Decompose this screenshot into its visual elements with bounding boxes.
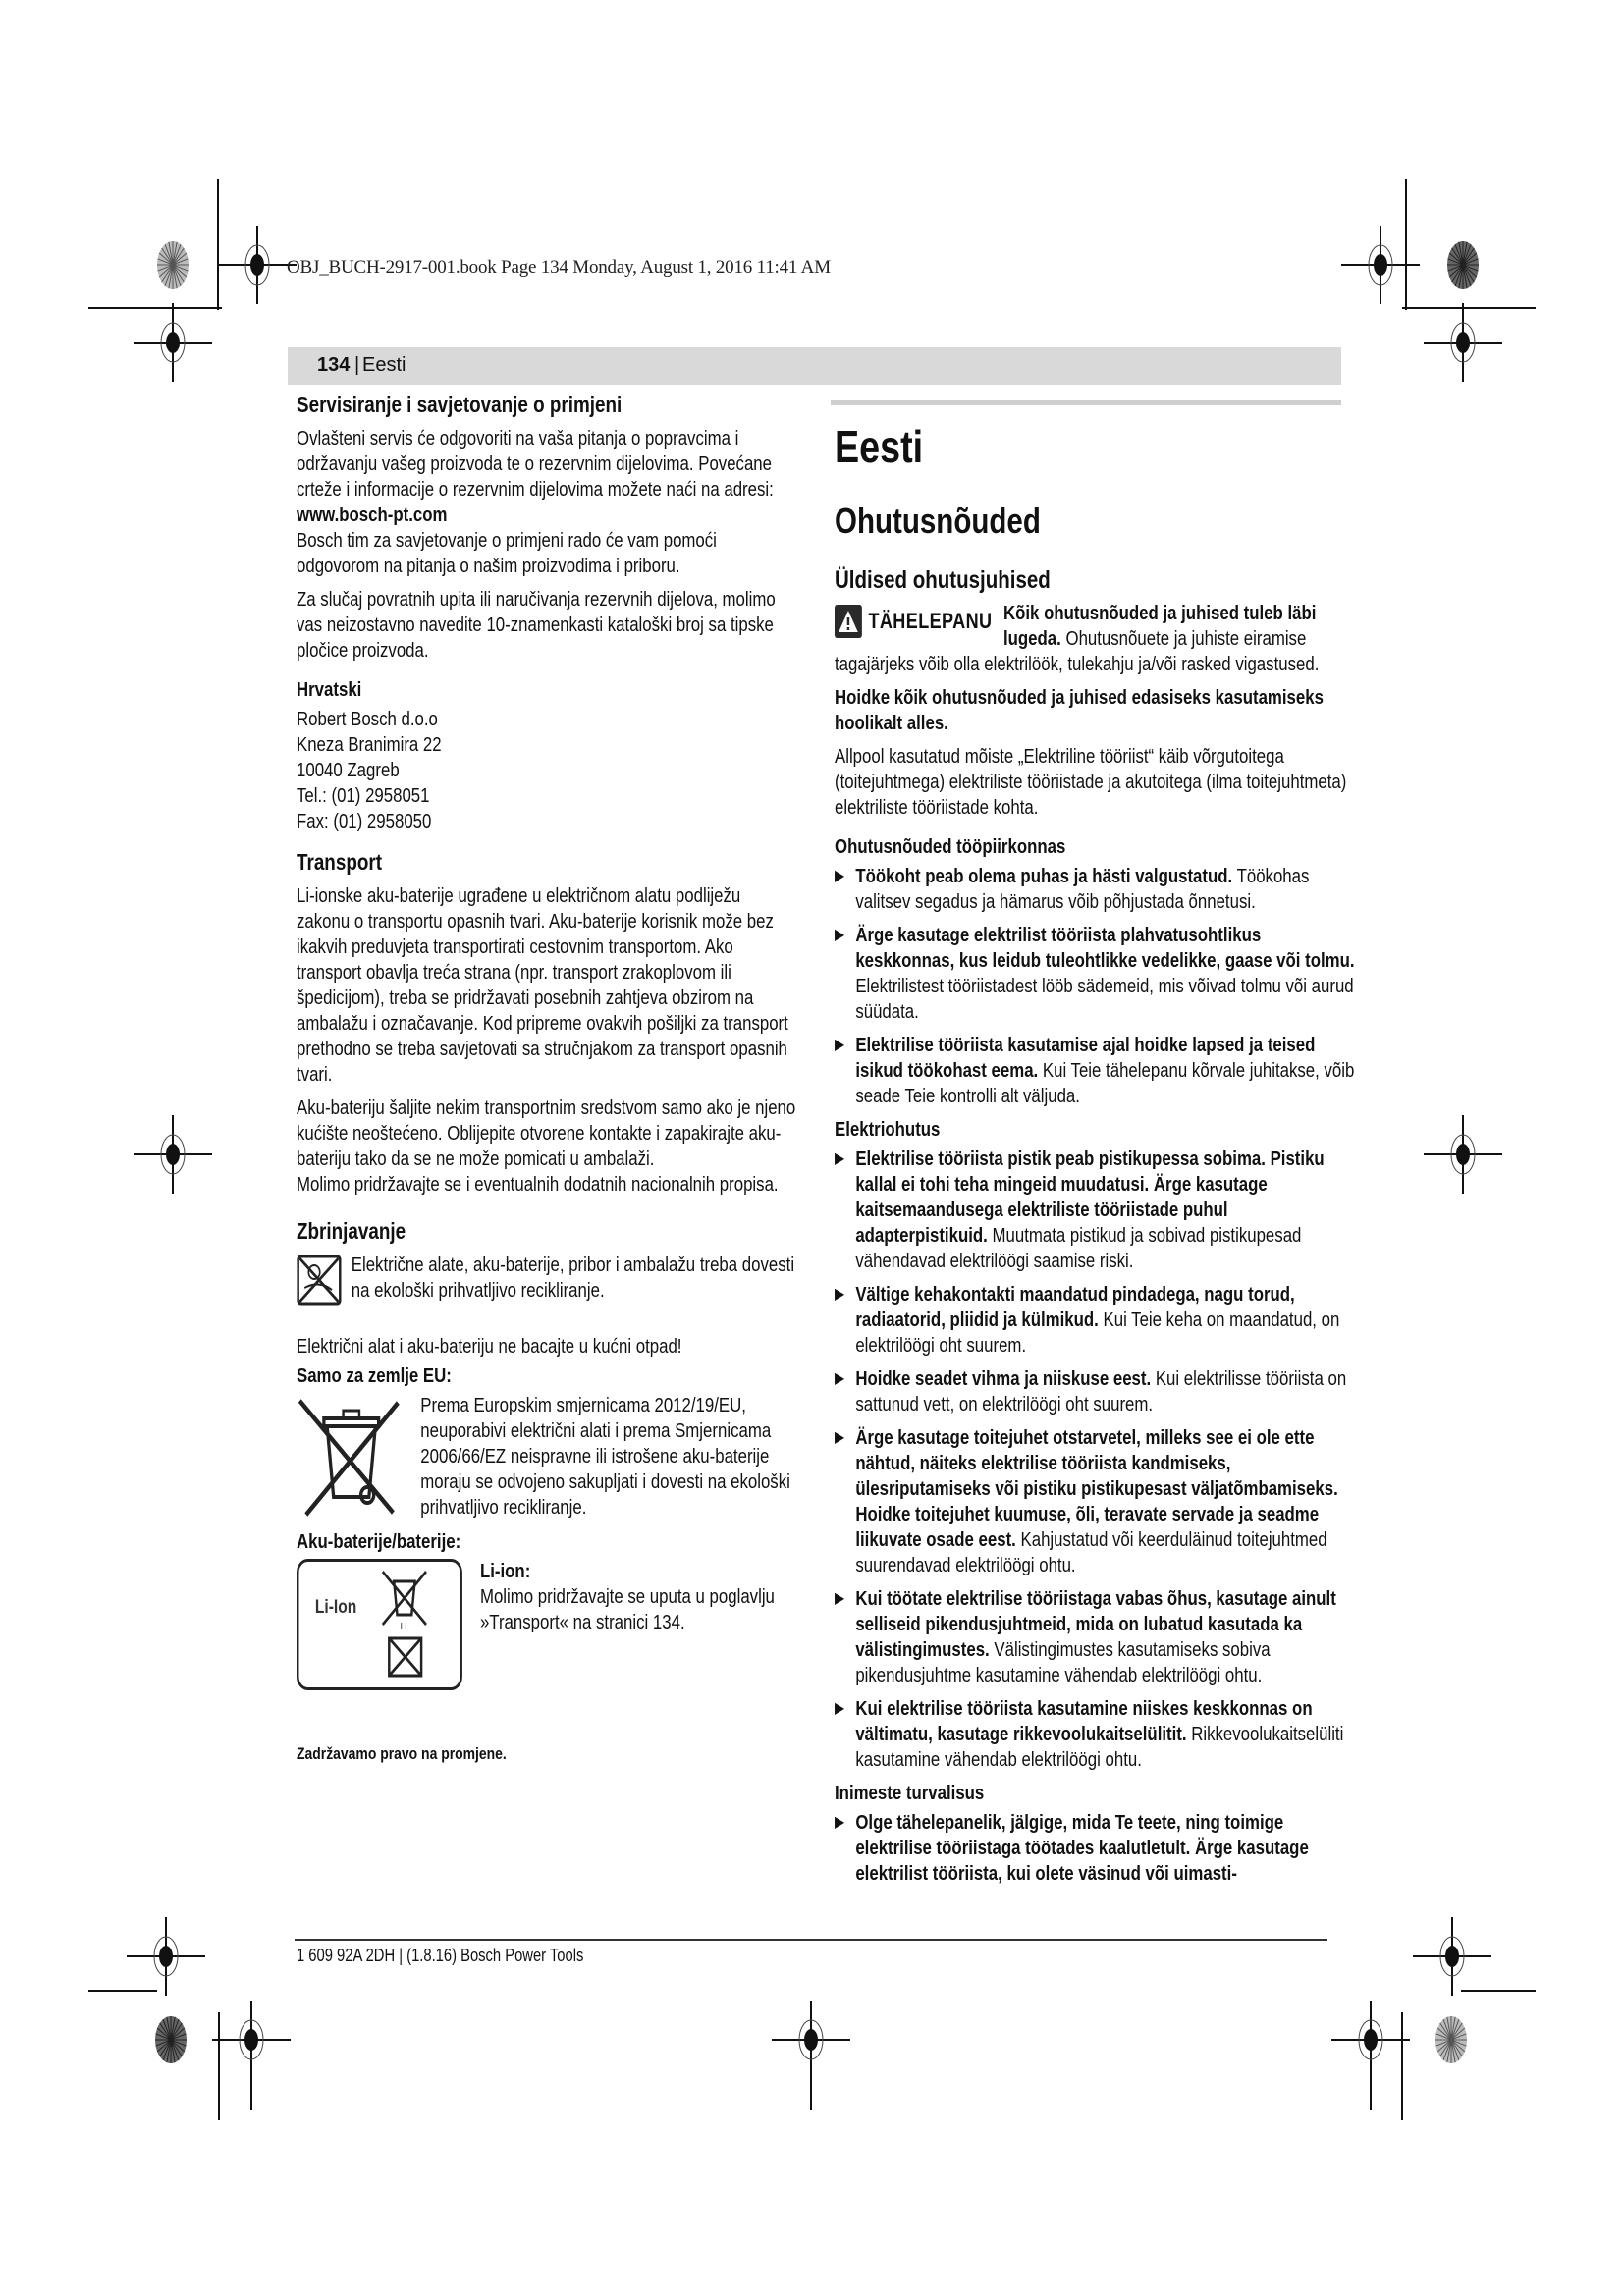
crossed-bin-icon [297, 1397, 406, 1525]
warning-paragraph [835, 601, 1356, 677]
list-item [835, 1425, 1356, 1578]
list-item [835, 923, 1356, 1025]
contact-address [297, 707, 797, 834]
contact-line: Fax: (01) 2958050 [297, 810, 432, 832]
electrical-list [835, 1147, 1356, 1773]
item-bold: Olge tähelepanelik, jälgige, mida Te teete, ning toimige elektrilise tööriistaga töötades kaalutletult. Ärge kasutage elektrilist tööriista, kui olete väsinud või uimasti- [855, 1811, 1309, 1885]
list-item [835, 1282, 1356, 1359]
bullet-arrow-icon: ▶ [835, 1037, 845, 1053]
liion-text: Molimo pridržavajte se uputa u poglavlju »Transport« na stranici 134. [479, 1585, 775, 1633]
print-slug: OBJ_BUCH-2917-001.book Page 134 Monday, August 1, 2016 11:41 AM [287, 257, 831, 278]
item-text: Muutmata pistikud ja sobivad pistikupesad vähendavad elektrilöögi saamise riski. [855, 1224, 1302, 1272]
eu-text: Prema Europskim smjernicama 2012/19/EU, neuporabivi električni alati i prema Smjernicama 2006/66/EZ neispravne ili istrošene aku-baterije moraju se odvojeno sakupljati i dovesti na ekološki prihvatljivo recikliranje. [420, 1394, 790, 1519]
item-text: Elektrilistest tööriistadest lööb sädemeid, mis võivad tolmu või aurud süüdata. [855, 975, 1354, 1023]
liion-row [297, 1559, 797, 1690]
contact-line: 10040 Zagreb [297, 759, 400, 781]
crosshair-mark-icon [127, 1917, 205, 1996]
liion-heading: Li-ion: [479, 1560, 531, 1582]
disposal-heading: Zbrinjavanje [297, 1218, 406, 1244]
item-text: Kahjustatud või keerduläinud toitejuhtmed suurendavad elektrilöögi ohtu. [855, 1528, 1327, 1576]
transport-paragraph-2: Aku-bateriju šaljite nekim transportnim sredstvom samo ako je njeno kućište neoštećeno. Oblijepite otvorene kontakte i zapakirajte aku-bateriju tako da se ne može pomicati u ambalaži. [297, 1096, 796, 1170]
work-area-heading: Ohutusnõuded tööpiirkonnas [835, 835, 1066, 858]
footer-text: 1 609 92A 2DH | (1.8.16) Bosch Power Tools [297, 1946, 584, 1965]
service-text: Ovlašteni servis će odgovoriti na vaša pitanja o popravcima i održavanju vašeg proizvoda te o rezervnim dijelovima. Povećane crteže i informacije o rezervnim dijelovima možete naći na adresi: [297, 427, 774, 501]
no-trash-package-icon [297, 1255, 342, 1312]
list-item [835, 1810, 1356, 1887]
item-text: Kui Teie keha on maandatud, on elektrilöögi oht suurem. [855, 1308, 1340, 1357]
service-url: www.bosch-pt.com [297, 504, 448, 526]
service-paragraph [297, 426, 797, 579]
general-safety-heading: Üldised ohutusjuhised [835, 566, 1051, 594]
contact-country: Hrvatski [297, 678, 362, 701]
personal-safety-heading: Inimeste turvalisus [835, 1782, 985, 1804]
contact-line: Robert Bosch d.o.o [297, 708, 438, 730]
crosshair-mark-icon [1413, 1917, 1491, 1996]
contact-line: Tel.: (01) 2958051 [297, 784, 430, 807]
color-bar-sunburst-icon [1447, 241, 1479, 289]
item-text: Välistingimustes kasutamiseks sobiva pikendusjuhtme kasutamine vähendab elektrilöögi ohtu. [855, 1638, 1271, 1686]
bullet-arrow-icon: ▶ [835, 1429, 845, 1446]
list-item [835, 1033, 1356, 1109]
left-column [297, 391, 797, 1775]
crosshair-mark-icon [134, 1115, 212, 1194]
crosshair-mark-icon [1331, 2001, 1410, 2079]
list-item [835, 1366, 1356, 1417]
crosshair-mark-icon [134, 303, 212, 382]
item-bold: Vältige kehakontakti maandatud pindadega, nagu torud, radiaatorid, pliidid ja külmikud. [855, 1283, 1295, 1331]
item-text: Kui Teie tähelepanu kõrvale juhitakse, võib seade Teie kontrolli alt väljuda. [855, 1059, 1355, 1107]
bullet-arrow-icon: ▶ [835, 1370, 845, 1387]
bullet-arrow-icon: ▶ [835, 868, 845, 884]
crosshair-mark-icon [1424, 303, 1502, 382]
crosshair-mark-icon [212, 2001, 291, 2079]
contact-line: Kneza Branimira 22 [297, 733, 442, 756]
bullet-arrow-icon: ▶ [835, 927, 845, 943]
header-section: Eesti [362, 354, 406, 376]
bullet-arrow-icon: ▶ [835, 1286, 845, 1303]
right-column [835, 422, 1356, 1895]
item-bold: Kui elektrilise tööriista kasutamine niiskes keskkonnas on vältimatu, kasutage rikkevoolukaitselülitit. [855, 1697, 1313, 1745]
crosshair-mark-icon [1424, 1115, 1502, 1194]
transport-heading: Transport [297, 849, 382, 875]
electrical-heading: Elektriohutus [835, 1118, 941, 1141]
warning-text: Ohutusnõuete ja juhiste eiramise tagajärjeks võib olla elektrilöök, tulekahju ja/või rasked vigastused. [835, 627, 1320, 675]
list-item [835, 864, 1356, 915]
weee-row [297, 1393, 797, 1525]
warning-icon [835, 605, 862, 638]
bullet-arrow-icon: ▶ [835, 1700, 845, 1717]
recycle-text: Električne alate, aku-baterije, pribor i ambalažu treba dovesti na ekološki prihvatljivo recikliranje. [351, 1254, 795, 1302]
service-heading: Servisiranje i savjetovanje o primjeni [297, 392, 623, 417]
language-title: Eesti [835, 421, 924, 472]
battery-heading: Aku-baterije/baterije: [297, 1530, 461, 1553]
no-trash-package-small-icon [388, 1636, 423, 1684]
item-bold: Hoidke seadet vihma ja niiskuse eest. [855, 1367, 1152, 1390]
household-warning: Električni alat i aku-bateriju ne bacajte u kućni otpad! [297, 1335, 682, 1358]
header-separator: | [354, 354, 360, 376]
footer-rule [295, 1939, 1327, 1941]
eu-heading: Samo za zemlje EU: [297, 1364, 452, 1387]
work-area-list [835, 864, 1356, 1109]
item-bold: Elektrilise tööriista kasutamise ajal hoidke lapsed ja teised isikud töökohast eema. [855, 1034, 1316, 1082]
list-item [835, 1586, 1356, 1688]
service-paragraph-3: Za slučaj povratnih upita ili naručivanja rezervnih dijelova, molimo vas neizostavno navedite 10-znamenkasti kataloški broj sa tipske pločice proizvoda. [297, 588, 776, 662]
liion-label-box [297, 1559, 462, 1690]
item-bold: Ärge kasutage toitejuhet otstarvetel, milleks see ei ole ette nähtud, näiteks elektrilise tööriista kandmiseks, ülesriputamiseks või pistiku pistikupesast väljatõmbamiseks. Hoidke toitejuhet kuumuse, õli, teravate servade ja seadme liikuvate osade eest. [855, 1426, 1338, 1551]
item-text: Töökohas valitsev segadus ja hämarus võib põhjustada õnnetusi. [855, 865, 1310, 913]
reserve-notice: Zadržavamo pravo na promjene. [297, 1744, 507, 1763]
liion-text-block [480, 1559, 797, 1635]
crosshair-mark-icon [218, 226, 297, 304]
item-bold: Ärge kasutage elektrilist tööriista plahvatusohtlikus keskkonnas, kus leidub tuleohtlikke vedelikke, gaase või tolmu. [855, 924, 1355, 972]
color-bar-sunburst-icon [155, 2016, 187, 2063]
section-rule [831, 400, 1341, 405]
keep-instructions: Hoidke kõik ohutusnõuded ja juhised edasiseks kasutamiseks hoolikalt alles. [835, 686, 1324, 734]
list-item [835, 1696, 1356, 1773]
bullet-arrow-icon: ▶ [835, 1150, 845, 1167]
safety-title: Ohutusnõuded [835, 501, 1041, 541]
color-bar-sunburst-icon [1435, 2016, 1467, 2063]
crosshair-mark-icon [1341, 226, 1420, 304]
transport-paragraph-3: Molimo pridržavajte se i eventualnih dodatnih nacionalnih propisa. [297, 1173, 779, 1196]
recycle-row [297, 1253, 797, 1312]
warning-bold-text: Kõik ohutusnõuded ja juhised tuleb läbi lugeda. [1002, 602, 1317, 650]
page-number: 134 [317, 354, 351, 376]
item-text: Rikkevoolukaitselüliti kasutamine vähendab elektrilöögi ohtu. [855, 1723, 1344, 1771]
transport-paragraph: Li-ionske aku-baterije ugrađene u električnom alatu podliježu zakonu o transportu opasnih tvari. Aku-baterije korisnik može bez ikakvih preduvjeta transportirati cestovnim transportom. Ako transport obavlja treća strana (npr. transport zrakoplovom ili špedicijom), treba se pridržavati posebnih zahtjeva obzirom na ambalažu i označavanje. Kod pripreme ovakvih pošiljki za transport prethodno se treba savjetovati sa stručnjakom za transport opasnih tvari. [297, 884, 788, 1086]
item-text: Kui elektrilisse tööriista on sattunud vett, on elektrilöögi oht suurem. [855, 1367, 1347, 1415]
item-bold: Töökoht peab olema puhas ja hästi valgustatud. [855, 865, 1233, 887]
definition-text: Allpool kasutatud mõiste „Elektriline tööriist“ käib võrgutoitega (toitejuhtmega) elektriliste tööriistade ja akutoitega (ilma toitejuhtmeta) elektriliste tööriistade kohta. [835, 745, 1347, 819]
warning-label: TÄHELEPANU [868, 609, 993, 633]
warning-badge [835, 605, 992, 638]
bullet-arrow-icon: ▶ [835, 1590, 845, 1607]
service-text-2: Bosch tim za savjetovanje o primjeni rado će vam pomoći odgovorom na pitanja o našim proizvodima i priboru. [297, 529, 717, 577]
item-bold: Elektrilise tööriista pistik peab pistikupessa sobima. Pistiku kallal ei tohi teha mingeid muudatusi. Ärge kasutage kaitsemaandusega elektriliste tööriistade puhul adapterpistikuid. [855, 1148, 1325, 1247]
bullet-arrow-icon: ▶ [835, 1814, 845, 1831]
list-item [835, 1147, 1356, 1274]
crosshair-mark-icon [772, 2001, 850, 2079]
color-bar-sunburst-icon [157, 241, 189, 289]
liion-logo: Li-Ion [314, 1597, 357, 1618]
item-bold: Kui töötate elektrilise tööriistaga vabas õhus, kasutage ainult selliseid pikendusjuhtmeid, mida on lubatud kasutada ka välistingimustes. [855, 1587, 1336, 1661]
page-header-bar [288, 347, 1341, 385]
li-mark: Li [400, 1622, 407, 1632]
personal-safety-list [835, 1810, 1356, 1887]
